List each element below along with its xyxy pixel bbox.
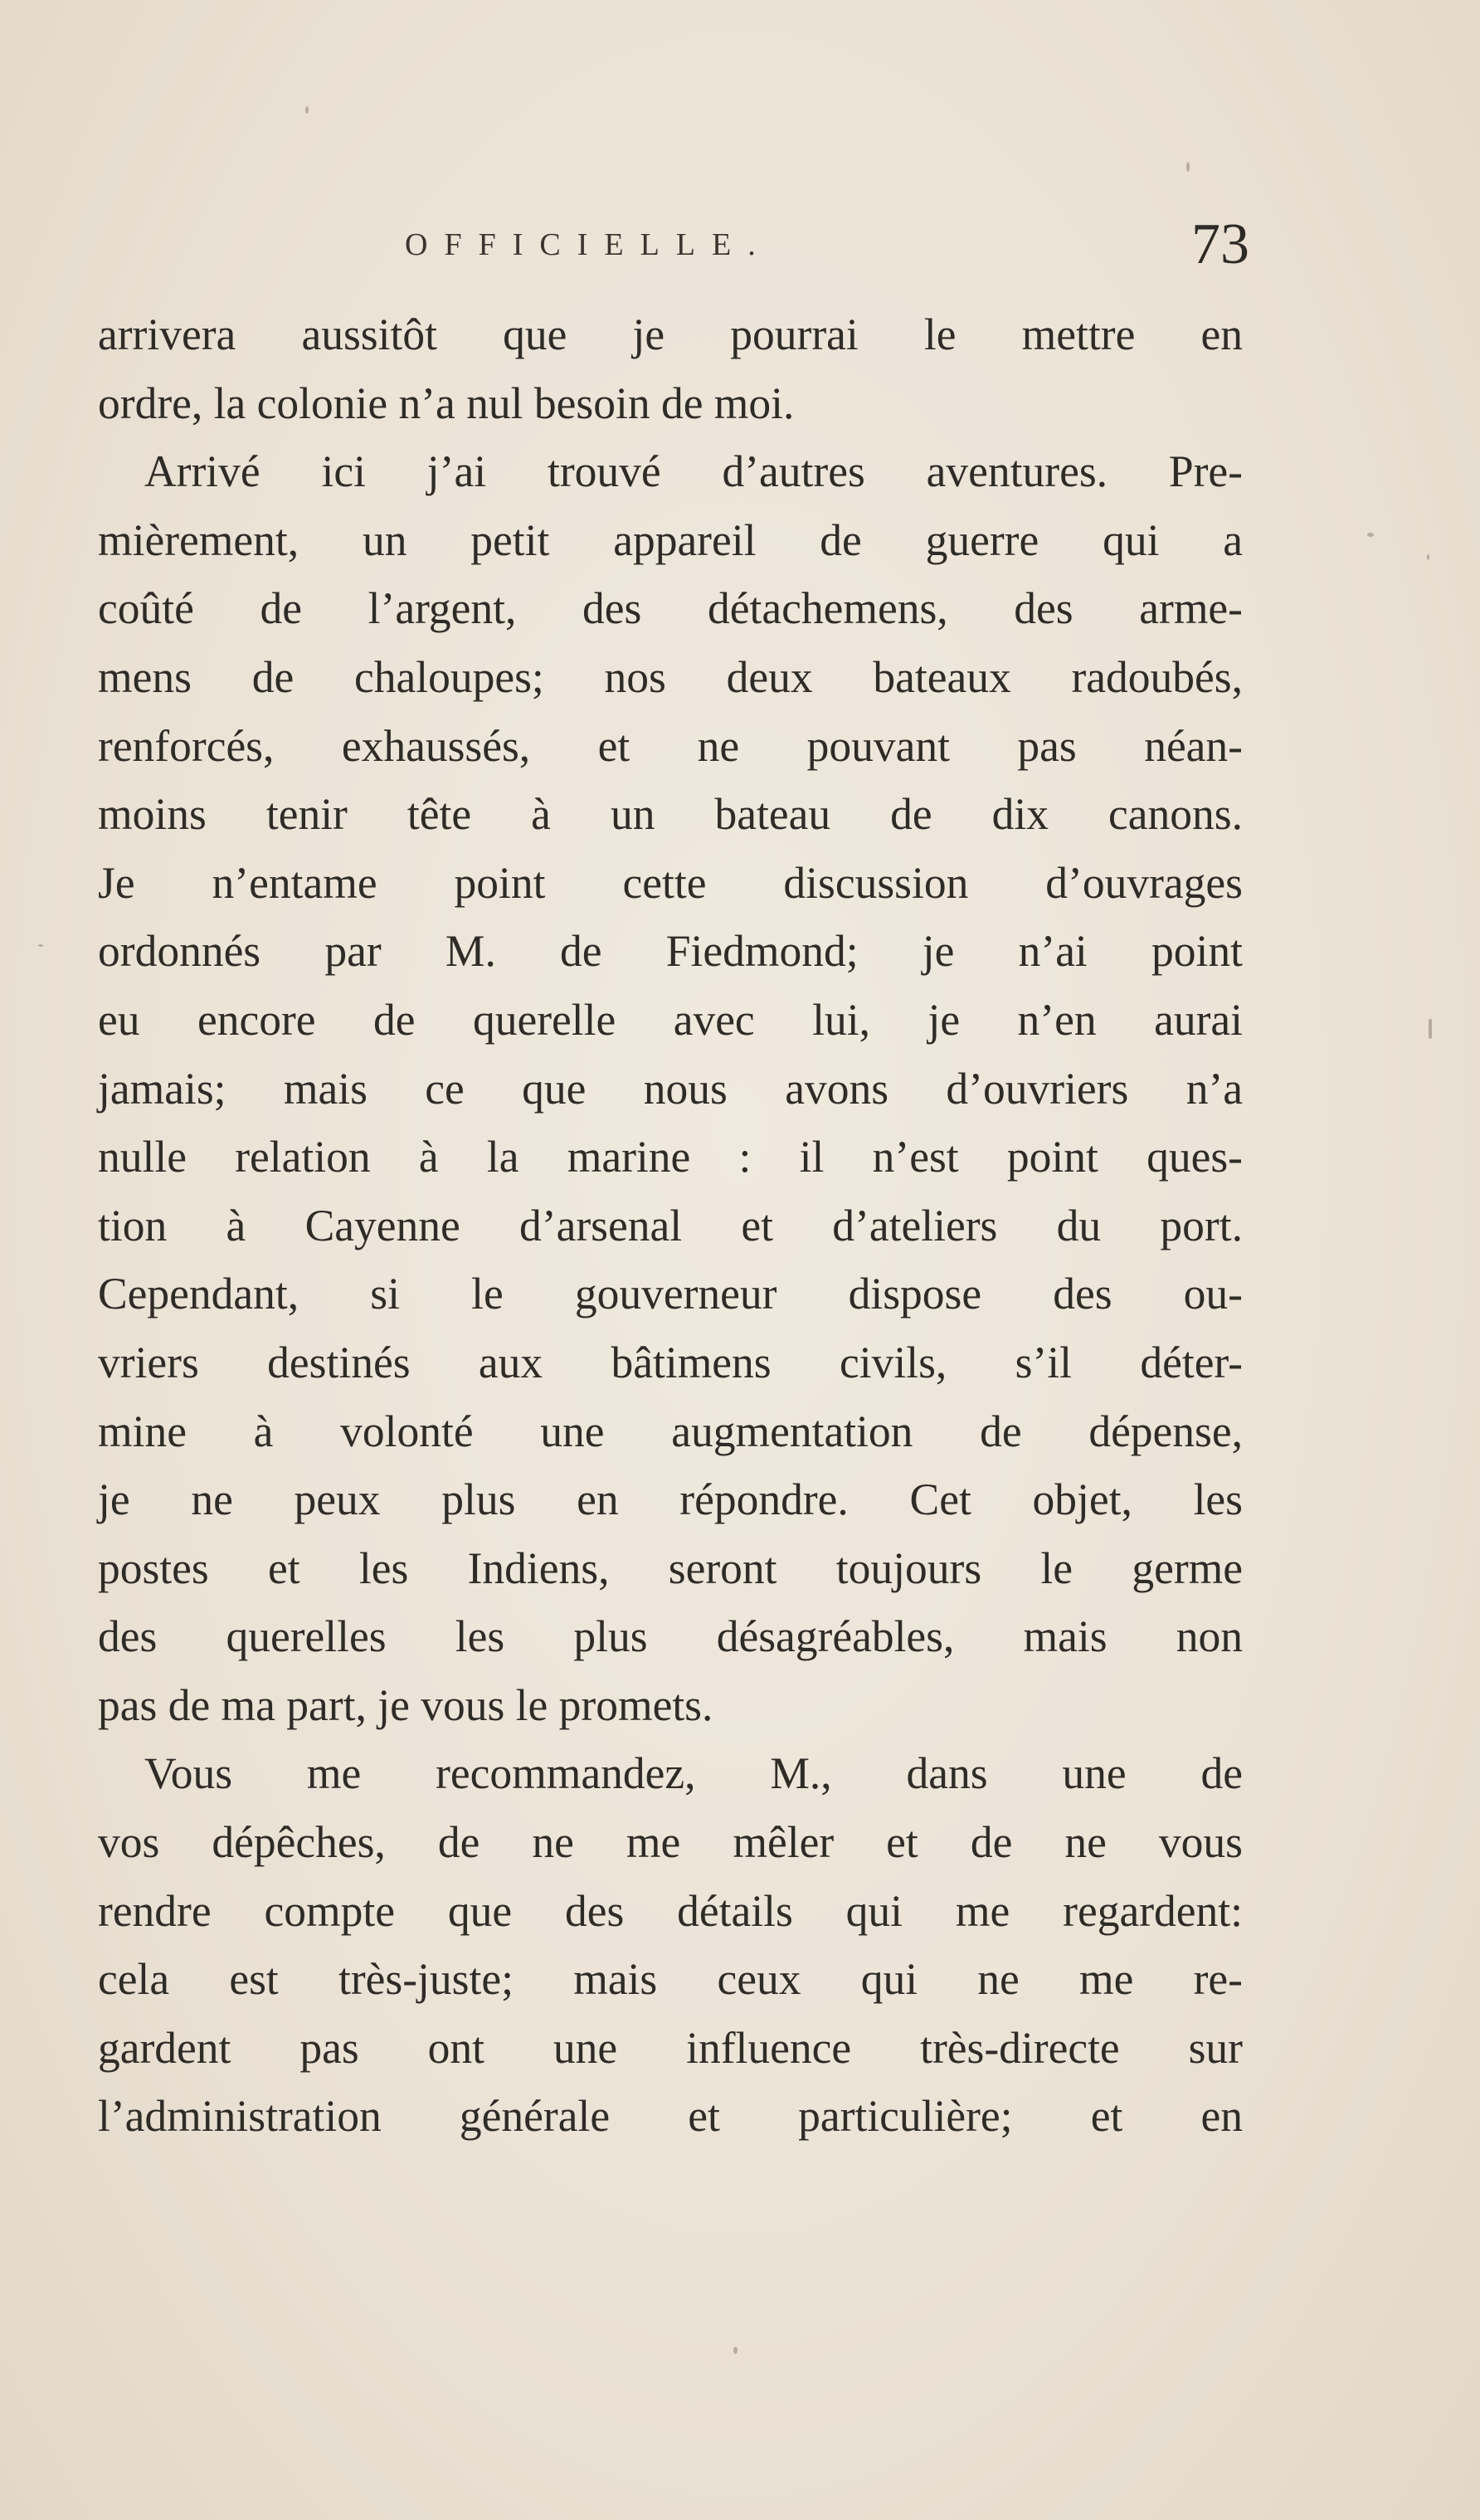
- text-line: eu encore de querelle avec lui, je n’en aurai: [98, 994, 1243, 1045]
- text-line: l’administration générale et particulière; et en: [98, 2091, 1243, 2142]
- text-line: mièrement, un petit appareil de guerre qui a: [98, 514, 1243, 565]
- text-line: moins tenir tête à un bateau de dix canons.: [98, 789, 1243, 840]
- paper-speck: [1427, 554, 1429, 560]
- text-line: Cependant, si le gouverneur dispose des ou-: [98, 1269, 1243, 1319]
- text-line: ordre, la colonie n’a nul besoin de moi.: [98, 378, 795, 428]
- text-line: mine à volonté une augmentation de dépense,: [98, 1406, 1243, 1456]
- text-line: renforcés, exhaussés, et ne pouvant pas néan-: [98, 720, 1243, 771]
- text-line: Vous me recommandez, M., dans une de: [144, 1748, 1243, 1799]
- text-line: Je n’entame point cette discussion d’ouvrages: [98, 857, 1243, 908]
- text-line: ordonnés par M. de Fiedmond; je n’ai point: [98, 926, 1243, 977]
- text-line: des querelles les plus désagréables, mais non: [98, 1611, 1243, 1662]
- paper-speck: [1367, 533, 1374, 537]
- text-line: je ne peux plus en répondre. Cet objet, les: [98, 1474, 1243, 1525]
- page-header: [98, 212, 1249, 278]
- paper-speck: [733, 2347, 738, 2354]
- text-line: nulle relation à la marine : il n’est point ques-: [98, 1132, 1243, 1182]
- text-line: postes et les Indiens, seront toujours le germe: [98, 1543, 1243, 1593]
- text-line: cela est très-juste; mais ceux qui ne me re-: [98, 1954, 1243, 2005]
- text-line: tion à Cayenne d’arsenal et d’ateliers du port.: [98, 1200, 1243, 1250]
- paper-speck: [1186, 162, 1190, 172]
- text-line: arrivera aussitôt que je pourrai le mettre en: [98, 310, 1243, 359]
- body-text: [98, 300, 1243, 2151]
- page-number: 73: [1191, 212, 1249, 276]
- text-line: vos dépêches, de ne me mêler et de ne vous: [98, 1817, 1243, 1868]
- paper-speck: [1429, 1019, 1432, 1039]
- text-line: coûté de l’argent, des détachemens, des arme-: [98, 583, 1243, 634]
- text-line: mens de chaloupes; nos deux bateaux radoubés,: [98, 651, 1243, 702]
- running-title: OFFICIELLE.: [405, 227, 772, 262]
- text-line: gardent pas ont une influence très-directe sur: [98, 2022, 1243, 2073]
- text-line: jamais; mais ce que nous avons d’ouvriers n’a: [98, 1063, 1243, 1114]
- text-line: Arrivé ici j’ai trouvé d’autres aventures. Pre-: [144, 446, 1243, 497]
- text-line: vriers destinés aux bâtimens civils, s’il déter-: [98, 1337, 1243, 1387]
- text-line: pas de ma part, je vous le promets.: [98, 1679, 713, 1730]
- paper-speck: [305, 106, 309, 114]
- text-line: rendre compte que des détails qui me regardent:: [98, 1885, 1243, 1936]
- paper-speck: [38, 944, 43, 947]
